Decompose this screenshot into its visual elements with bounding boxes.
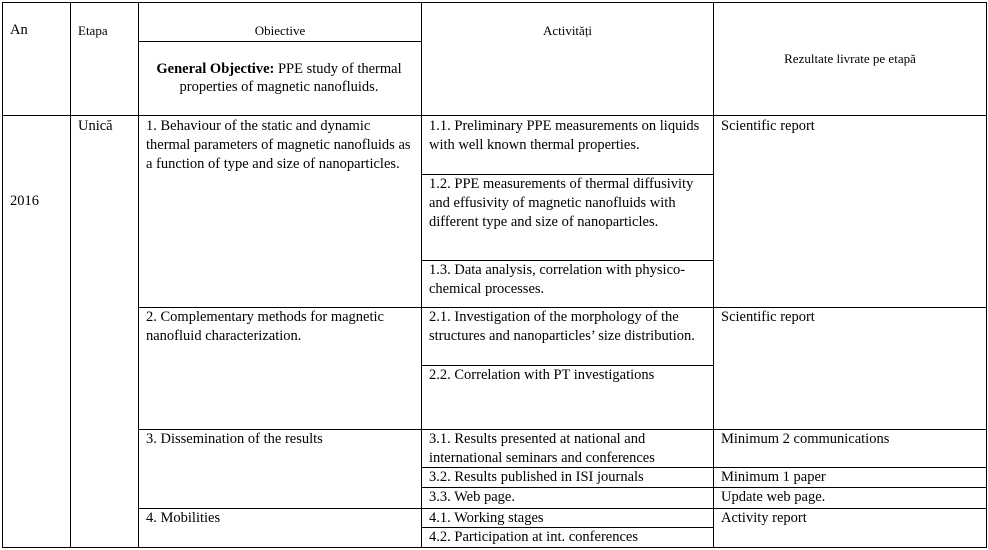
result-3: Minimum 2 communications: [721, 431, 890, 447]
activity-1-3: 1.3. Data analysis, correlation with physico-chemical processes.: [429, 262, 686, 297]
activity-2-1: 2.1. Investigation of the morphology of the structures and nanoparticles’ size distribution.: [429, 309, 695, 344]
general-objective-label: General Objective:: [156, 61, 275, 77]
objective-4: 4. Mobilities: [146, 510, 221, 526]
header-obiective: Obiective: [254, 23, 306, 38]
general-objective: [150, 60, 408, 96]
result-1: Scientific report: [721, 118, 815, 134]
stage-cell: Unică: [78, 118, 113, 134]
result-5: Update web page.: [721, 489, 826, 505]
activity-1-2: 1.2. PPE measurements of thermal diffusivity and effusivity of magnetic nanofluids with different type and size of nanoparticles.: [429, 176, 694, 230]
objective-1: 1. Behaviour of the static and dynamic thermal parameters of magnetic nanofluids as a function of type and size of nanoparticles.: [146, 118, 411, 172]
header-rezultate: Rezultate livrate pe etapă: [784, 51, 916, 66]
result-6: Activity report: [721, 510, 807, 526]
header-activitati: Activități: [542, 23, 593, 38]
activity-3-2: 3.2. Results published in ISI journals: [429, 469, 644, 485]
year-cell: 2016: [10, 193, 39, 209]
result-2: Scientific report: [721, 309, 815, 325]
header-an: An: [10, 22, 28, 38]
activity-4-1: 4.1. Working stages: [429, 510, 544, 526]
header-etapa: Etapa: [78, 23, 108, 38]
activity-3-3: 3.3. Web page.: [429, 489, 515, 505]
objective-3: 3. Dissemination of the results: [146, 431, 323, 447]
activity-1-1: 1.1. Preliminary PPE measurements on liquids with well known thermal properties.: [429, 118, 700, 153]
general-objective-text: PPE study of thermal properties of magnetic nanofluids.: [179, 61, 402, 95]
objective-2: 2. Complementary methods for magnetic nanofluid characterization.: [146, 309, 384, 344]
activity-4-2: 4.2. Participation at int. conferences: [429, 529, 638, 545]
result-4: Minimum 1 paper: [721, 469, 826, 485]
activity-3-1: 3.1. Results presented at national and international seminars and conferences: [429, 431, 655, 466]
activity-2-2: 2.2. Correlation with PT investigations: [429, 367, 655, 383]
